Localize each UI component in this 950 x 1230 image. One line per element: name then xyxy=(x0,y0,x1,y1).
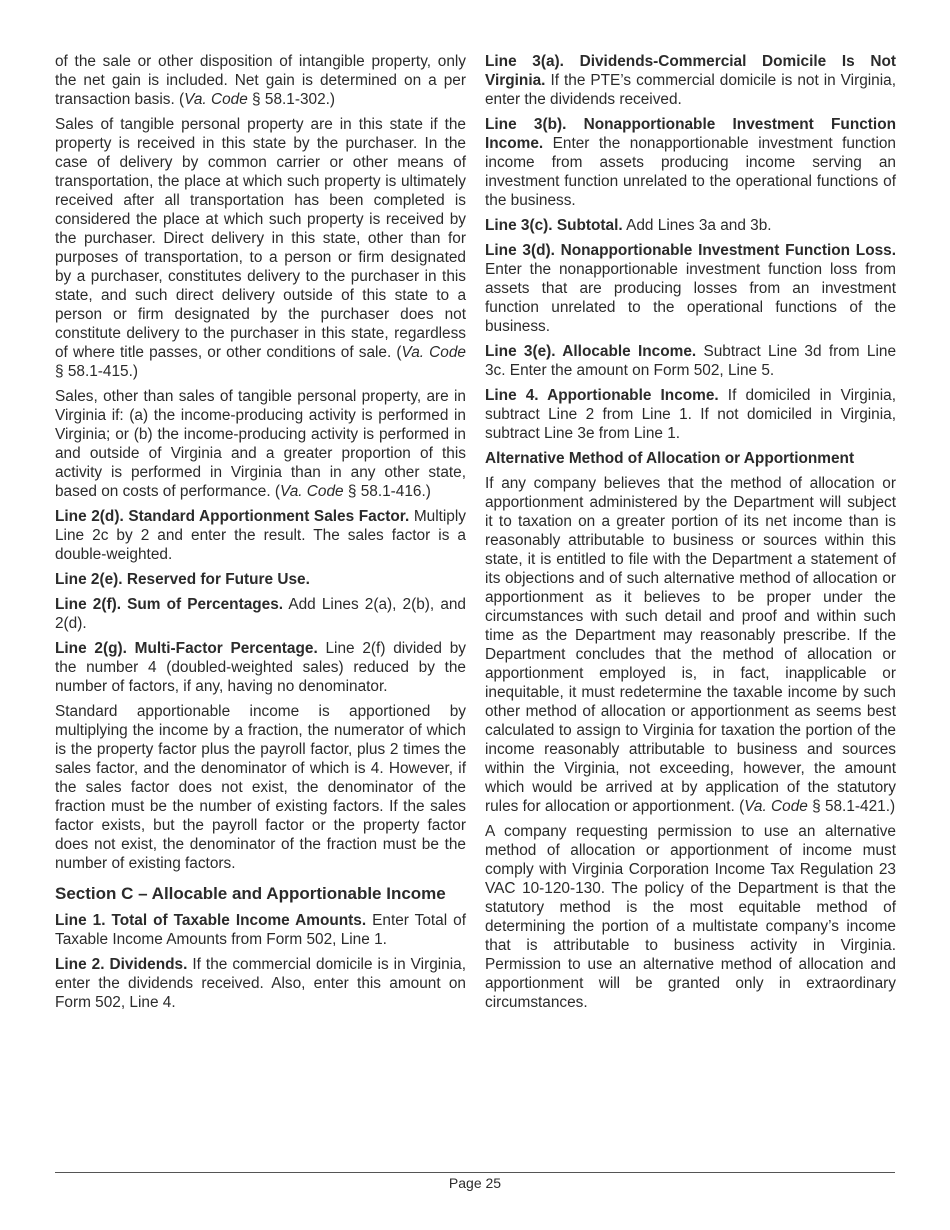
right-column xyxy=(485,52,896,1018)
paragraph xyxy=(485,52,896,109)
text-run: Enter Total of Taxable Income Amounts from Form 502, Line 1. xyxy=(55,912,466,948)
page-number: Page 25 xyxy=(448,1175,502,1191)
heading xyxy=(55,883,466,905)
text-run: Sales, other than sales of tangible personal property, are in Virginia if: (a) the income-producing activity is performed in Virginia; or (b) the income-producing activity is performed in and outside of Virginia and a greater proportion of this activity is performed in Virginia than in any other state, based on costs of performance. ( xyxy=(55,388,466,500)
line-label: Line 3(d). Nonapportionable Investment Function Loss. xyxy=(485,242,896,259)
text-run: of the sale or other disposition of intangible property, only the net gain is included. Net gain is determined on a per transaction basis. ( xyxy=(55,53,466,108)
paragraph xyxy=(55,702,466,873)
line-label: Line 3(a). Dividends-Commercial Domicile Is Not Virginia. xyxy=(485,53,896,89)
line-label: Line 4. Apportionable Income. xyxy=(485,387,719,404)
text-run: § 58.1-421.) xyxy=(807,798,896,815)
footer-divider xyxy=(55,1172,895,1173)
paragraph xyxy=(55,911,466,949)
text-run: Sales of tangible personal property are in this state if the property is received in this state by the purchaser. In the case of delivery by common carrier or other means of transportation, the place at which such property is ultimately received after all transportation has been completed is considered the place at which such property is received by the purchaser. Direct delivery in this state, other than for purposes of transportation, to a person or firm designated by a purchaser, constitutes delivery to the purchaser in this state, and such direct delivery outside of this state to a person or firm designated by the purchaser does not constitute delivery to the purchaser in this state, regardless of where title passes, or other conditions of sale. ( xyxy=(55,116,466,361)
text-run: § 58.1-302.) xyxy=(247,91,336,108)
text-run: Standard apportionable income is apportioned by multiplying the income by a fraction, the numerator of which is the property factor plus the payroll factor, plus 2 times the sales factor, and the denominator of which is 4. However, if the sales factor does not exist, the denominator of the fraction must be the number of existing factors. If the sales factor exists, but the payroll factor or the property factor does not exist, the denominator of the fraction must be the number of existing factors. xyxy=(55,703,466,872)
line-label: Line 2(e). Reserved for Future Use. xyxy=(55,571,310,588)
paragraph xyxy=(55,955,466,1012)
paragraph xyxy=(55,387,466,501)
text-run: Enter the nonapportionable investment function loss from assets that are producing losses from an investment function unrelated to the operational functions of the business. xyxy=(485,261,896,335)
paragraph xyxy=(55,595,466,633)
line-label: Line 2(g). Multi-Factor Percentage. xyxy=(55,640,318,657)
paragraph xyxy=(485,474,896,816)
text-run: If domiciled in Virginia, subtract Line 2 from Line 1. If not domiciled in Virginia, subtract Line 3e from Line 1. xyxy=(485,387,896,442)
code-citation: Va. Code xyxy=(184,91,248,108)
line-label: Line 2(d). Standard Apportionment Sales Factor. xyxy=(55,508,410,525)
text-run: If the commercial domicile is in Virginia, enter the dividends received. Also, enter this amount on Form 502, Line 4. xyxy=(55,956,466,1011)
text-run: If any company believes that the method of allocation or apportionment administered by the Department will subject it to taxation on a greater portion of its net income than is reasonably attributable to business or sources within this state, it is entitled to file with the Department a statement of its objections and of such alternative method of allocation or apportionment as it believes to be proper under the circumstances with such detail and proof and within such time as the Department may reasonably prescribe. If the Department concludes that the method of allocation or apportionment employed is, in fact, inapplicable or inequitable, it must redetermine the taxable income by such other method of allocation or apportionment as seems best calculated to assign to Virginia for taxation the portion of the income reasonably attributable to business and sources within the Virginia, not exceeding, however, the amount which would be arrived at by application of the statutory rules for allocation or apportionment. ( xyxy=(485,475,896,815)
line-label: Line 3(b). Nonapportionable Investment Function Income. xyxy=(485,116,896,152)
left-column xyxy=(55,52,466,1018)
paragraph xyxy=(485,216,896,235)
text-run: A company requesting permission to use an alternative method of allocation or apportionment of income must comply with Virginia Corporation Income Tax Regulation 23 VAC 10-120-130. The policy of the Department is that the statutory method is the most equitable method of determining the portion of a multistate company’s income that is attributable to business activity in Virginia. Permission to use an alternative method of allocation and apportionment will be granted only in extraordinary circumstances. xyxy=(485,823,896,1011)
paragraph xyxy=(485,115,896,210)
text-run: Add Lines 2(a), 2(b), and 2(d). xyxy=(55,596,466,632)
text-run: Alternative Method of Allocation or Apportionment xyxy=(485,450,855,467)
subheading xyxy=(485,449,896,468)
text-run: Enter the nonapportionable investment function income from assets producing income serving an investment function unrelated to the operational functions of the business. xyxy=(485,135,896,209)
paragraph xyxy=(485,386,896,443)
paragraph xyxy=(55,52,466,109)
paragraph xyxy=(485,241,896,336)
line-label: Line 2(f). Sum of Percentages. xyxy=(55,596,284,613)
line-label: Line 3(c). Subtotal. xyxy=(485,217,623,234)
code-citation: Va. Code xyxy=(280,483,344,500)
text-run: Section C – Allocable and Apportionable Income xyxy=(55,884,446,903)
line-label: Line 3(e). Allocable Income. xyxy=(485,343,697,360)
line-label: Line 2. Dividends. xyxy=(55,956,188,973)
text-run: § 58.1-416.) xyxy=(343,483,431,500)
text-run: Line 2(f) divided by the number 4 (doubled-weighted sales) reduced by the number of factors, if any, having no denominator. xyxy=(55,640,466,695)
paragraph xyxy=(55,115,466,381)
code-citation: Va. Code xyxy=(744,798,808,815)
paragraph xyxy=(55,570,466,589)
text-run: Multiply Line 2c by 2 and enter the result. The sales factor is a double-weighted. xyxy=(55,508,466,563)
code-citation: Va. Code xyxy=(401,344,466,361)
paragraph xyxy=(55,507,466,564)
text-run: If the PTE’s commercial domicile is not in Virginia, enter the dividends received. xyxy=(485,72,896,108)
text-run: § 58.1-415.) xyxy=(55,363,138,380)
paragraph xyxy=(55,639,466,696)
line-label: Line 1. Total of Taxable Income Amounts. xyxy=(55,912,367,929)
text-run: Add Lines 3a and 3b. xyxy=(622,217,772,234)
paragraph xyxy=(485,822,896,1012)
paragraph xyxy=(485,342,896,380)
text-run: Subtract Line 3d from Line 3c. Enter the amount on Form 502, Line 5. xyxy=(485,343,896,379)
